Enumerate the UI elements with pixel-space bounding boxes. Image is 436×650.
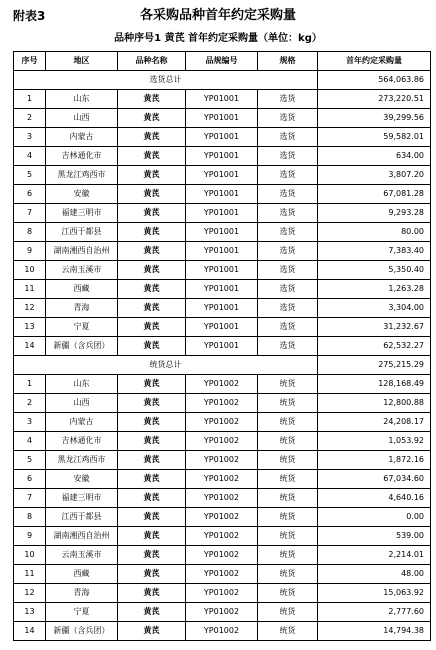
- cell-no: 9: [14, 242, 46, 261]
- cell-spec: 统货: [258, 546, 318, 565]
- cell-no: 10: [14, 261, 46, 280]
- cell-qty: 67,081.28: [318, 185, 431, 204]
- cell-no: 14: [14, 337, 46, 356]
- table-row: [14, 337, 431, 356]
- table-row: [14, 261, 431, 280]
- cell-code: YP01001: [186, 223, 258, 242]
- cell-product: 黄芪: [118, 128, 186, 147]
- cell-qty: 3,807.20: [318, 166, 431, 185]
- cell-no: 11: [14, 565, 46, 584]
- table-row: [14, 280, 431, 299]
- cell-no: 4: [14, 147, 46, 166]
- cell-qty: 0.00: [318, 508, 431, 527]
- cell-product: 黄芪: [118, 318, 186, 337]
- cell-qty: 59,582.01: [318, 128, 431, 147]
- cell-spec: 选货: [258, 128, 318, 147]
- table-row: [14, 242, 431, 261]
- cell-product: 黄芪: [118, 337, 186, 356]
- table-row: [14, 470, 431, 489]
- cell-qty: 62,532.27: [318, 337, 431, 356]
- cell-code: YP01001: [186, 185, 258, 204]
- cell-product: 黄芪: [118, 185, 186, 204]
- cell-region: 山西: [46, 394, 118, 413]
- cell-region: 福建三明市: [46, 204, 118, 223]
- cell-product: 黄芪: [118, 603, 186, 622]
- col-header-spec: 规格: [258, 52, 318, 71]
- table-row: [14, 318, 431, 337]
- cell-no: 4: [14, 432, 46, 451]
- cell-qty: 3,304.00: [318, 299, 431, 318]
- cell-region: 西藏: [46, 280, 118, 299]
- cell-no: 13: [14, 318, 46, 337]
- col-header-code: 品规编号: [186, 52, 258, 71]
- cell-region: 青海: [46, 299, 118, 318]
- cell-product: 黄芪: [118, 109, 186, 128]
- cell-region: 安徽: [46, 185, 118, 204]
- cell-product: 黄芪: [118, 489, 186, 508]
- cell-region: 宁夏: [46, 318, 118, 337]
- section-total-value: 564,063.86: [318, 71, 431, 90]
- cell-region: 西藏: [46, 565, 118, 584]
- cell-no: 8: [14, 508, 46, 527]
- cell-product: 黄芪: [118, 299, 186, 318]
- section-total-row: [14, 71, 431, 90]
- cell-no: 5: [14, 451, 46, 470]
- cell-product: 黄芪: [118, 451, 186, 470]
- table-row: [14, 603, 431, 622]
- cell-code: YP01002: [186, 546, 258, 565]
- cell-code: YP01002: [186, 489, 258, 508]
- table-body: [14, 71, 431, 641]
- cell-code: YP01002: [186, 565, 258, 584]
- cell-qty: 15,063.92: [318, 584, 431, 603]
- cell-region: 吉林通化市: [46, 147, 118, 166]
- cell-qty: 7,383.40: [318, 242, 431, 261]
- section-total-label: 统货总计: [14, 356, 318, 375]
- cell-spec: 选货: [258, 299, 318, 318]
- table-row: [14, 432, 431, 451]
- cell-region: 江西于都县: [46, 223, 118, 242]
- table-row: [14, 299, 431, 318]
- cell-product: 黄芪: [118, 584, 186, 603]
- cell-product: 黄芪: [118, 90, 186, 109]
- cell-code: YP01002: [186, 413, 258, 432]
- cell-qty: 5,350.40: [318, 261, 431, 280]
- cell-spec: 统货: [258, 451, 318, 470]
- cell-no: 6: [14, 470, 46, 489]
- cell-region: 宁夏: [46, 603, 118, 622]
- cell-spec: 选货: [258, 242, 318, 261]
- cell-spec: 统货: [258, 565, 318, 584]
- cell-product: 黄芪: [118, 470, 186, 489]
- table-row: [14, 166, 431, 185]
- cell-code: YP01001: [186, 337, 258, 356]
- cell-qty: 273,220.51: [318, 90, 431, 109]
- cell-qty: 128,168.49: [318, 375, 431, 394]
- table-row: [14, 584, 431, 603]
- cell-spec: 选货: [258, 261, 318, 280]
- cell-product: 黄芪: [118, 394, 186, 413]
- cell-code: YP01002: [186, 603, 258, 622]
- cell-no: 1: [14, 375, 46, 394]
- cell-region: 云南玉溪市: [46, 546, 118, 565]
- procurement-table: [13, 51, 431, 641]
- cell-product: 黄芪: [118, 527, 186, 546]
- cell-region: 吉林通化市: [46, 432, 118, 451]
- cell-code: YP01002: [186, 508, 258, 527]
- appendix-label: 附表3: [13, 9, 46, 23]
- cell-region: 青海: [46, 584, 118, 603]
- cell-qty: 12,800.88: [318, 394, 431, 413]
- cell-code: YP01001: [186, 204, 258, 223]
- section-total-label: 选货总计: [14, 71, 318, 90]
- cell-spec: 统货: [258, 375, 318, 394]
- cell-spec: 统货: [258, 413, 318, 432]
- cell-product: 黄芪: [118, 622, 186, 641]
- cell-region: 黑龙江鸡西市: [46, 451, 118, 470]
- cell-region: 江西于都县: [46, 508, 118, 527]
- cell-spec: 统货: [258, 622, 318, 641]
- cell-region: 福建三明市: [46, 489, 118, 508]
- cell-code: YP01001: [186, 242, 258, 261]
- cell-region: 湖南湘西自治州: [46, 527, 118, 546]
- cell-spec: 统货: [258, 603, 318, 622]
- cell-spec: 选货: [258, 204, 318, 223]
- cell-spec: 选货: [258, 185, 318, 204]
- cell-region: 山东: [46, 375, 118, 394]
- table-row: [14, 527, 431, 546]
- cell-region: 内蒙古: [46, 128, 118, 147]
- cell-spec: 统货: [258, 489, 318, 508]
- cell-qty: 1,053.92: [318, 432, 431, 451]
- cell-region: 山东: [46, 90, 118, 109]
- cell-product: 黄芪: [118, 413, 186, 432]
- cell-product: 黄芪: [118, 242, 186, 261]
- cell-spec: 选货: [258, 109, 318, 128]
- document-header: [0, 6, 436, 26]
- cell-qty: 24,208.17: [318, 413, 431, 432]
- cell-spec: 统货: [258, 584, 318, 603]
- col-header-no: 序号: [14, 52, 46, 71]
- cell-product: 黄芪: [118, 204, 186, 223]
- cell-no: 13: [14, 603, 46, 622]
- table-row: [14, 90, 431, 109]
- cell-code: YP01001: [186, 166, 258, 185]
- cell-product: 黄芪: [118, 565, 186, 584]
- table-row: [14, 375, 431, 394]
- cell-code: YP01001: [186, 109, 258, 128]
- cell-no: 7: [14, 489, 46, 508]
- cell-product: 黄芪: [118, 280, 186, 299]
- col-header-region: 地区: [46, 52, 118, 71]
- col-header-product: 品种名称: [118, 52, 186, 71]
- cell-code: YP01001: [186, 128, 258, 147]
- cell-product: 黄芪: [118, 375, 186, 394]
- section-total-value: 275,215.29: [318, 356, 431, 375]
- cell-no: 1: [14, 90, 46, 109]
- cell-spec: 统货: [258, 432, 318, 451]
- cell-qty: 9,293.28: [318, 204, 431, 223]
- table-row: [14, 147, 431, 166]
- cell-region: 湖南湘西自治州: [46, 242, 118, 261]
- cell-spec: 选货: [258, 147, 318, 166]
- table-subtitle: 品种序号1 黄芪 首年约定采购量（单位：kg）: [114, 33, 322, 44]
- cell-no: 3: [14, 413, 46, 432]
- table-row: [14, 223, 431, 242]
- col-header-qty: 首年约定采购量: [318, 52, 431, 71]
- table-row: [14, 204, 431, 223]
- cell-region: 新疆（含兵团）: [46, 337, 118, 356]
- cell-qty: 39,299.56: [318, 109, 431, 128]
- table-row: [14, 508, 431, 527]
- table-row: [14, 413, 431, 432]
- table-row: [14, 622, 431, 641]
- cell-no: 12: [14, 299, 46, 318]
- cell-qty: 1,872.16: [318, 451, 431, 470]
- cell-no: 7: [14, 204, 46, 223]
- cell-no: 2: [14, 109, 46, 128]
- section-total-row: [14, 356, 431, 375]
- cell-spec: 统货: [258, 470, 318, 489]
- cell-qty: 48.00: [318, 565, 431, 584]
- cell-qty: 2,777.60: [318, 603, 431, 622]
- table-row: [14, 185, 431, 204]
- cell-product: 黄芪: [118, 261, 186, 280]
- cell-code: YP01001: [186, 147, 258, 166]
- cell-spec: 选货: [258, 318, 318, 337]
- cell-code: YP01002: [186, 394, 258, 413]
- cell-qty: 539.00: [318, 527, 431, 546]
- table-row: [14, 489, 431, 508]
- cell-spec: 选货: [258, 337, 318, 356]
- cell-spec: 选货: [258, 90, 318, 109]
- cell-code: YP01001: [186, 90, 258, 109]
- cell-spec: 选货: [258, 166, 318, 185]
- cell-qty: 80.00: [318, 223, 431, 242]
- cell-spec: 统货: [258, 508, 318, 527]
- cell-code: YP01002: [186, 622, 258, 641]
- cell-code: YP01002: [186, 375, 258, 394]
- cell-region: 新疆（含兵团）: [46, 622, 118, 641]
- cell-qty: 31,232.67: [318, 318, 431, 337]
- cell-no: 9: [14, 527, 46, 546]
- cell-product: 黄芪: [118, 508, 186, 527]
- cell-code: YP01002: [186, 584, 258, 603]
- cell-qty: 67,034.60: [318, 470, 431, 489]
- table-row: [14, 128, 431, 147]
- cell-qty: 634.00: [318, 147, 431, 166]
- cell-region: 山西: [46, 109, 118, 128]
- cell-qty: 4,640.16: [318, 489, 431, 508]
- cell-product: 黄芪: [118, 147, 186, 166]
- cell-product: 黄芪: [118, 166, 186, 185]
- cell-code: YP01002: [186, 451, 258, 470]
- table-row: [14, 394, 431, 413]
- cell-no: 10: [14, 546, 46, 565]
- cell-spec: 统货: [258, 394, 318, 413]
- table-row: [14, 109, 431, 128]
- cell-spec: 选货: [258, 280, 318, 299]
- cell-code: YP01001: [186, 318, 258, 337]
- cell-code: YP01002: [186, 432, 258, 451]
- cell-code: YP01002: [186, 470, 258, 489]
- cell-no: 3: [14, 128, 46, 147]
- cell-no: 12: [14, 584, 46, 603]
- cell-code: YP01001: [186, 280, 258, 299]
- cell-code: YP01002: [186, 527, 258, 546]
- table-header-row: [14, 52, 431, 71]
- cell-no: 6: [14, 185, 46, 204]
- cell-product: 黄芪: [118, 223, 186, 242]
- cell-qty: 14,794.38: [318, 622, 431, 641]
- page-title: 各采购品种首年约定采购量: [139, 8, 296, 23]
- cell-region: 安徽: [46, 470, 118, 489]
- cell-no: 5: [14, 166, 46, 185]
- cell-code: YP01001: [186, 299, 258, 318]
- cell-qty: 1,263.28: [318, 280, 431, 299]
- cell-no: 11: [14, 280, 46, 299]
- cell-spec: 选货: [258, 223, 318, 242]
- cell-region: 内蒙古: [46, 413, 118, 432]
- cell-code: YP01001: [186, 261, 258, 280]
- cell-region: 黑龙江鸡西市: [46, 166, 118, 185]
- table-row: [14, 565, 431, 584]
- table-row: [14, 546, 431, 565]
- cell-region: 云南玉溪市: [46, 261, 118, 280]
- cell-product: 黄芪: [118, 432, 186, 451]
- cell-product: 黄芪: [118, 546, 186, 565]
- cell-no: 2: [14, 394, 46, 413]
- table-row: [14, 451, 431, 470]
- cell-no: 14: [14, 622, 46, 641]
- cell-qty: 2,214.01: [318, 546, 431, 565]
- cell-no: 8: [14, 223, 46, 242]
- cell-spec: 统货: [258, 527, 318, 546]
